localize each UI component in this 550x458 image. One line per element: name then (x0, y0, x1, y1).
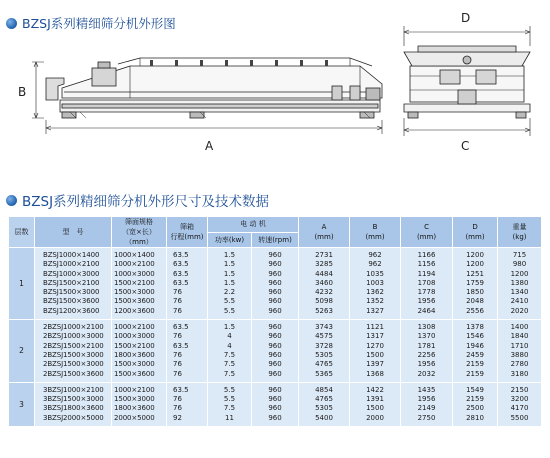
speed-cell (252, 248, 299, 320)
header-screen-spec-line1: 筛面规格 (125, 218, 153, 226)
table-body (9, 248, 542, 427)
dim-A-value: 5098 (315, 297, 333, 306)
stroke-value: 76 (173, 297, 182, 306)
stroke-value: 76 (173, 360, 182, 369)
stroke-value: 63.5 (173, 251, 189, 259)
screen-spec-value: 1500×3000 (114, 360, 155, 369)
model-value: BZSJ1000×3000 (43, 269, 100, 278)
dimension-A (46, 120, 382, 134)
dim-D-value: 2048 (466, 297, 484, 306)
dimension-label-C: C (461, 139, 470, 153)
header-A-line1: A (321, 223, 327, 231)
dim-B-value: 1035 (366, 269, 384, 278)
table-section-title (6, 190, 269, 210)
screen-spec-value: 1800×3600 (114, 350, 155, 359)
dim-B-value: 1500 (366, 350, 384, 359)
model-value: 2BZSJ1500×3600 (43, 369, 104, 378)
screen-spec-value: 1000×2100 (114, 323, 155, 332)
power-value: 5.5 (223, 385, 236, 394)
bullet-icon (6, 195, 17, 206)
weight-value: 2020 (510, 306, 529, 315)
stroke-cell (167, 320, 208, 383)
weight-value: 2410 (510, 297, 529, 306)
screen-spec-cell (112, 248, 167, 320)
model-value: BZSJ1500×3000 (43, 288, 100, 297)
screen-spec-value: 1000×1400 (114, 251, 155, 259)
dim-D-value: 2556 (466, 306, 484, 315)
power-value: 1.5 (223, 278, 236, 287)
dim-A-value: 4765 (315, 360, 333, 369)
speed-value: 960 (268, 251, 282, 259)
header-D-line2: (mm) (465, 233, 485, 241)
speed-value: 960 (268, 360, 282, 369)
weight-value: 4170 (510, 404, 529, 413)
dim-A-value: 3728 (315, 341, 333, 350)
header-B-line1: B (372, 223, 378, 231)
model-value: 2BZSJ1500×3000 (43, 350, 104, 359)
screen-spec-value: 1000×3000 (114, 332, 155, 341)
dim-B-value: 1327 (366, 306, 384, 315)
power-value: 7.5 (223, 369, 236, 378)
weight-value: 1400 (510, 323, 529, 332)
drawing-title: BZSJ系列精细筛分机外形图 (22, 16, 176, 31)
stroke-value: 76 (173, 395, 182, 404)
dim-D-cell (453, 382, 498, 426)
dim-A-value: 4854 (315, 385, 333, 394)
dim-B-value: 1422 (366, 385, 384, 394)
stroke-value: 63.5 (173, 341, 189, 350)
weight-cell (498, 382, 542, 426)
speed-value: 960 (268, 269, 282, 278)
model-value: 3BZSJ1000×2100 (43, 385, 104, 394)
model-value: 2BZSJ1000×2100 (43, 323, 104, 332)
dim-C-value: 1435 (417, 385, 436, 394)
header-screen-spec (112, 217, 167, 248)
dim-B-value: 1368 (366, 369, 384, 378)
weight-value: 3880 (510, 350, 529, 359)
screen-spec-value: 1500×2100 (114, 278, 155, 287)
model-value: BZSJ1000×2100 (43, 260, 100, 269)
layers-cell: 1 (9, 248, 35, 320)
stroke-value: 76 (173, 332, 182, 341)
dim-A-value: 5305 (315, 350, 333, 359)
stroke-value: 63.5 (173, 385, 189, 394)
power-value: 1.5 (223, 260, 236, 269)
table-row-group-2 (9, 320, 542, 383)
header-D-line1: D (472, 223, 478, 231)
dim-B-value: 962 (368, 251, 382, 259)
header-weight (498, 217, 542, 248)
speed-value: 960 (268, 306, 282, 315)
dim-C-value: 1956 (417, 360, 436, 369)
dim-B-value: 1362 (366, 288, 384, 297)
layers-cell: 2 (9, 320, 35, 383)
dim-C-cell (401, 320, 453, 383)
dim-A-cell (299, 248, 350, 320)
dim-D-value: 1850 (466, 288, 484, 297)
power-cell (208, 248, 252, 320)
dim-D-cell (453, 248, 498, 320)
weight-cell (498, 320, 542, 383)
model-value: 3BZSJ1500×3000 (43, 395, 104, 404)
power-cell (208, 320, 252, 383)
dim-A-value: 3743 (315, 323, 333, 332)
dim-D-value: 1759 (466, 278, 484, 287)
weight-value: 1840 (510, 332, 529, 341)
speed-value: 960 (268, 278, 282, 287)
speed-value: 960 (268, 297, 282, 306)
header-model: 型 号 (35, 217, 112, 248)
dim-C-value: 2032 (417, 369, 436, 378)
power-value: 5.5 (223, 306, 236, 315)
speed-value: 960 (268, 288, 282, 297)
screen-spec-cell (112, 320, 167, 383)
dimension-label-A: A (205, 139, 214, 153)
dim-C-value: 1166 (417, 251, 436, 259)
dim-D-value: 1946 (466, 341, 484, 350)
screen-spec-value: 1800×3600 (114, 404, 155, 413)
power-value: 5.5 (223, 395, 236, 404)
dim-A-value: 5305 (315, 404, 333, 413)
screen-spec-value: 1500×3000 (114, 395, 155, 404)
dim-B-value: 1391 (366, 395, 384, 404)
header-speed: 转速(rpm) (252, 232, 299, 248)
speed-value: 960 (268, 260, 282, 269)
dim-D-value: 2500 (466, 404, 484, 413)
header-B-line2: (mm) (365, 233, 385, 241)
dim-D-value: 1251 (466, 269, 484, 278)
dim-C-value: 1956 (417, 395, 436, 404)
dim-D-value: 1378 (466, 323, 484, 332)
header-power: 功率(kw) (208, 232, 252, 248)
dim-B-value: 1121 (366, 323, 384, 332)
dim-A-value: 4765 (315, 395, 333, 404)
dim-B-cell (350, 248, 401, 320)
weight-cell (498, 248, 542, 320)
dim-A-value: 3460 (315, 278, 333, 287)
power-value: 11 (225, 413, 234, 422)
dim-D-value: 1200 (466, 260, 484, 269)
dim-A-value: 5400 (315, 413, 333, 422)
screen-spec-value: 2000×5000 (114, 413, 155, 422)
dim-D-value: 1200 (466, 251, 484, 259)
speed-value: 960 (268, 332, 282, 341)
header-stroke-line2: 行程(mm) (170, 233, 204, 241)
dim-C-value: 2750 (417, 413, 436, 422)
dimension-label-D: D (461, 11, 471, 25)
stroke-value: 63.5 (173, 269, 189, 278)
dimension-D (404, 26, 530, 46)
header-C-line2: (mm) (416, 233, 437, 241)
dim-C-value: 1708 (417, 278, 436, 287)
model-value: 3BZSJ2000×5000 (43, 413, 104, 422)
power-value: 7.5 (223, 360, 236, 369)
dim-B-value: 1003 (366, 278, 384, 287)
speed-value: 960 (268, 323, 282, 332)
table-row-group-1 (9, 248, 542, 320)
dim-C-cell (401, 382, 453, 426)
dim-B-value: 1317 (366, 332, 384, 341)
speed-value: 960 (268, 341, 282, 350)
header-screen-spec-line3: （mm） (125, 238, 153, 246)
table-header-row (9, 217, 542, 233)
dim-A-value: 4484 (315, 269, 333, 278)
dim-A-cell (299, 382, 350, 426)
dim-C-value: 2256 (417, 350, 436, 359)
weight-value: 5500 (510, 413, 529, 422)
dim-D-value: 2159 (466, 369, 484, 378)
dim-C-cell (401, 248, 453, 320)
power-value: 2.2 (223, 288, 236, 297)
screen-spec-value: 1200×3600 (114, 306, 155, 315)
header-C-line1: C (424, 223, 429, 231)
header-B (350, 217, 401, 248)
weight-value: 3180 (510, 369, 529, 378)
weight-value: 1710 (510, 341, 529, 350)
dim-D-value: 2159 (466, 360, 484, 369)
model-value: BZSJ1500×3600 (43, 297, 100, 306)
dim-A-value: 5365 (315, 369, 333, 378)
dim-D-value: 2159 (466, 395, 484, 404)
table-title: BZSJ系列精细筛分机外形尺寸及技术数据 (22, 194, 270, 210)
power-value: 1.5 (223, 323, 236, 332)
stroke-value: 76 (173, 350, 182, 359)
dim-B-value: 1352 (366, 297, 384, 306)
header-A (299, 217, 350, 248)
header-weight-line1: 重量 (512, 223, 527, 231)
dim-D-cell (453, 320, 498, 383)
screen-spec-value: 1500×3600 (114, 369, 155, 378)
model-cell (35, 320, 112, 383)
power-value: 1.5 (223, 251, 236, 259)
dim-C-value: 1194 (417, 269, 436, 278)
weight-value: 2150 (510, 385, 529, 394)
speed-value: 960 (268, 395, 282, 404)
dim-A-value: 4232 (315, 288, 333, 297)
weight-value: 980 (512, 260, 527, 269)
stroke-value: 63.5 (173, 260, 189, 269)
model-cell (35, 382, 112, 426)
weight-value: 1340 (510, 288, 529, 297)
weight-value: 715 (512, 251, 527, 259)
model-value: 2BZSJ1500×2100 (43, 341, 104, 350)
power-value: 7.5 (223, 350, 236, 359)
header-C (401, 217, 453, 248)
dim-B-value: 1397 (366, 360, 384, 369)
dim-D-value: 2810 (466, 413, 484, 422)
dim-A-cell (299, 320, 350, 383)
model-value: BZSJ1000×1400 (43, 251, 100, 259)
dim-B-value: 2000 (366, 413, 384, 422)
power-value: 1.5 (223, 269, 236, 278)
speed-cell (252, 382, 299, 426)
dim-A-value: 5263 (315, 306, 333, 315)
header-A-line2: (mm) (314, 233, 334, 241)
header-screen-spec-line2: （宽×长） (122, 228, 156, 236)
dim-B-cell (350, 382, 401, 426)
layers-cell: 3 (9, 382, 35, 426)
weight-value: 1200 (510, 269, 529, 278)
header-stroke (167, 217, 208, 248)
model-value: BZSJ1200×3600 (43, 306, 100, 315)
header-weight-line2: (kg) (512, 233, 527, 241)
dim-D-value: 1546 (466, 332, 484, 341)
screen-spec-value: 1500×3000 (114, 288, 155, 297)
dim-C-value: 1781 (417, 341, 436, 350)
dim-B-value: 1500 (366, 404, 384, 413)
model-value: BZSJ1500×2100 (43, 278, 100, 287)
screen-spec-value: 1000×2100 (114, 385, 155, 394)
dim-B-value: 962 (368, 260, 382, 269)
dim-C-value: 1308 (417, 323, 436, 332)
stroke-value: 92 (173, 413, 182, 422)
screen-spec-value: 1500×2100 (114, 341, 155, 350)
screen-spec-value: 1000×2100 (114, 260, 155, 269)
stroke-value: 63.5 (173, 323, 189, 332)
header-D (453, 217, 498, 248)
speed-value: 960 (268, 369, 282, 378)
dim-C-value: 2149 (417, 404, 436, 413)
speed-value: 960 (268, 413, 282, 422)
speed-value: 960 (268, 385, 282, 394)
side-view (46, 58, 382, 118)
dim-C-value: 1156 (417, 260, 436, 269)
header-motor: 电 动 机 (208, 217, 299, 233)
dim-B-cell (350, 320, 401, 383)
dim-D-value: 1549 (466, 385, 484, 394)
dim-B-value: 1270 (366, 341, 384, 350)
end-view (404, 46, 530, 118)
machine-outline-drawing (0, 0, 550, 185)
stroke-value: 76 (173, 306, 182, 315)
model-value: 2BZSJ1500×3000 (43, 360, 104, 369)
dim-A-value: 4575 (315, 332, 333, 341)
stroke-value: 76 (173, 288, 182, 297)
power-value: 4 (227, 341, 232, 350)
stroke-value: 76 (173, 369, 182, 378)
dim-C-value: 2464 (417, 306, 436, 315)
screen-spec-value: 1500×3600 (114, 297, 155, 306)
stroke-value: 76 (173, 404, 182, 413)
table-row-group-3 (9, 382, 542, 426)
dim-A-value: 3285 (315, 260, 333, 269)
power-value: 7.5 (223, 404, 236, 413)
speed-value: 960 (268, 404, 282, 413)
stroke-cell (167, 382, 208, 426)
header-stroke-line1: 筛箱 (180, 223, 194, 231)
power-value: 4 (227, 332, 232, 341)
stroke-value: 63.5 (173, 278, 189, 287)
screen-spec-value: 1000×3000 (114, 269, 155, 278)
speed-value: 960 (268, 350, 282, 359)
dimension-B (32, 62, 44, 118)
power-value: 5.5 (223, 297, 236, 306)
header-layers: 层数 (9, 217, 35, 248)
power-cell (208, 382, 252, 426)
dim-A-value: 2731 (315, 251, 333, 259)
dim-C-value: 1956 (417, 297, 436, 306)
weight-value: 3200 (510, 395, 529, 404)
dim-C-value: 1370 (417, 332, 436, 341)
dimension-label-B: B (18, 85, 27, 99)
model-cell (35, 248, 112, 320)
dimension-C (404, 118, 530, 136)
weight-value: 1380 (510, 278, 529, 287)
speed-cell (252, 320, 299, 383)
model-value: 3BZSJ1800×3600 (43, 404, 104, 413)
dim-D-value: 2459 (466, 350, 484, 359)
stroke-cell (167, 248, 208, 320)
model-value: 2BZSJ1000×3000 (43, 332, 104, 341)
weight-value: 2780 (510, 360, 529, 369)
dim-C-value: 1778 (417, 288, 436, 297)
screen-spec-cell (112, 382, 167, 426)
spec-table (8, 216, 542, 427)
